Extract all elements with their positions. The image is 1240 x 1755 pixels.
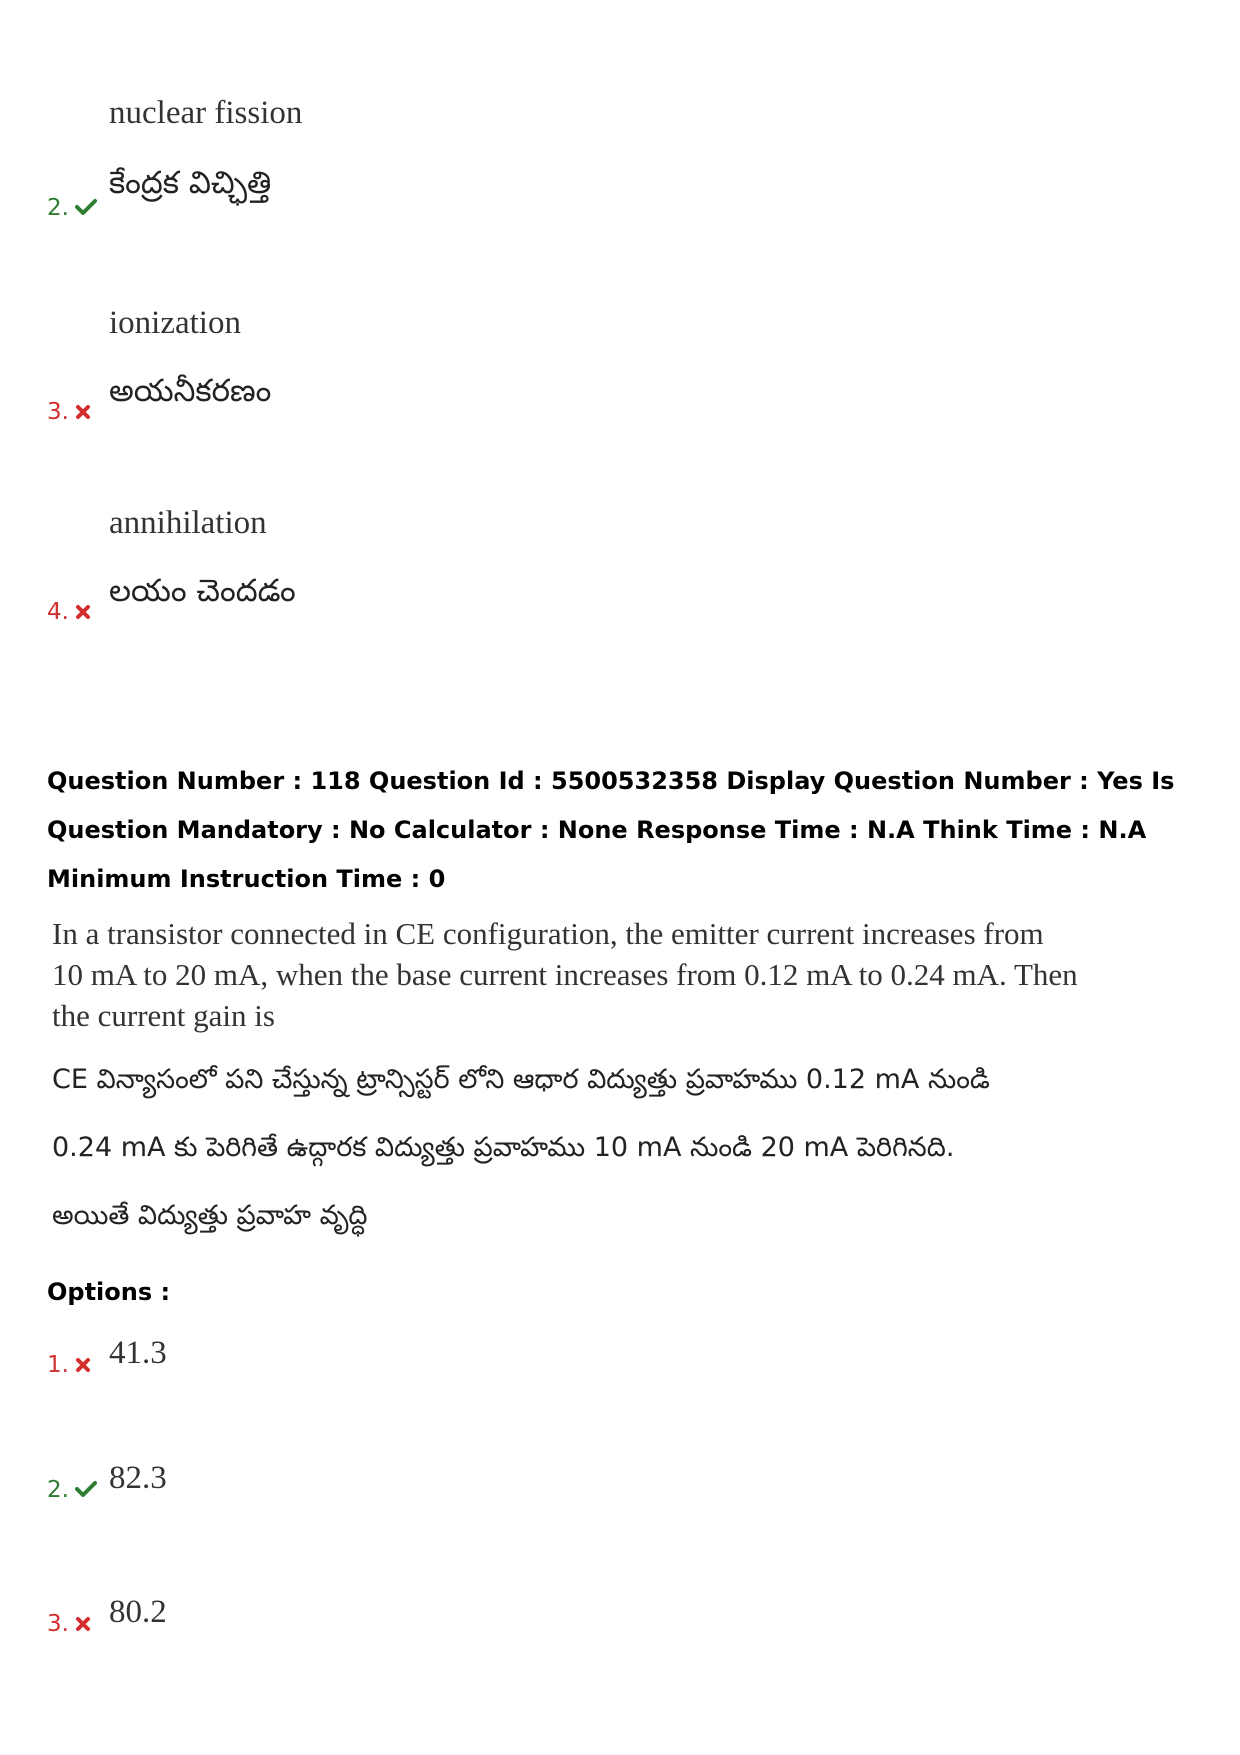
- cross-icon: [75, 404, 91, 424]
- question-line-te: CE విన్యాసంలో పని చేస్తున్న ట్రాన్సిస్టర్ లోని ఆధార విద్యుత్తు ప్రవాహము 0.12 mA నుండి: [52, 1064, 990, 1095]
- option-value: 80.2: [109, 1594, 167, 1630]
- question-line: the current gain is: [52, 998, 275, 1033]
- option-1: [47, 1335, 947, 1395]
- option-value: 82.3: [109, 1460, 167, 1496]
- prev-option-3: [47, 305, 947, 435]
- option-text-te: అయనీకరణం: [109, 373, 272, 409]
- option-text-en: annihilation: [109, 505, 267, 541]
- cross-icon: [75, 604, 91, 624]
- option-value: 41.3: [109, 1335, 167, 1371]
- question-line: 10 mA to 20 mA, when the base current increases from 0.12 mA to 0.24 mA. Then: [52, 957, 1078, 992]
- option-2: [47, 1460, 947, 1520]
- option-number: 3.: [47, 399, 69, 425]
- option-number: 4.: [47, 599, 69, 625]
- option-text-en: nuclear fission: [109, 95, 303, 131]
- option-text-te: కేంద్రక విచ్ఛిత్తి: [109, 165, 272, 201]
- check-icon: [75, 198, 97, 220]
- question-line: In a transistor connected in CE configuration, the emitter current increases from: [52, 916, 1044, 951]
- question-meta: Question Number : 118 Question Id : 5500532358 Display Question Number : Yes Is Question Mandatory : No Calculator : None Response Time : N.A Think Time : N.A Minimum Instruction Time : 0: [47, 767, 1175, 893]
- prev-option-4: [47, 505, 947, 635]
- question-text-en: [52, 913, 1078, 1036]
- question-line-te: 0.24 mA కు పెరిగితే ఉద్గారక విద్యుత్తు ప్రవాహము 10 mA నుండి 20 mA పెరిగినది.: [52, 1132, 955, 1163]
- check-icon: [75, 1480, 97, 1502]
- option-3: [47, 1594, 947, 1654]
- option-number: 1.: [47, 1352, 69, 1378]
- options-label: Options :: [47, 1278, 171, 1306]
- question-line-te: అయితే విద్యుత్తు ప్రవాహ వృద్ధి: [52, 1200, 368, 1231]
- option-number: 3.: [47, 1611, 69, 1637]
- option-number: 2.: [47, 195, 69, 221]
- cross-icon: [75, 1357, 91, 1377]
- option-text-te: లయం చెందడం: [109, 573, 296, 609]
- prev-option-2: [47, 95, 947, 225]
- option-number: 2.: [47, 1477, 69, 1503]
- cross-icon: [75, 1616, 91, 1636]
- option-text-en: ionization: [109, 305, 241, 341]
